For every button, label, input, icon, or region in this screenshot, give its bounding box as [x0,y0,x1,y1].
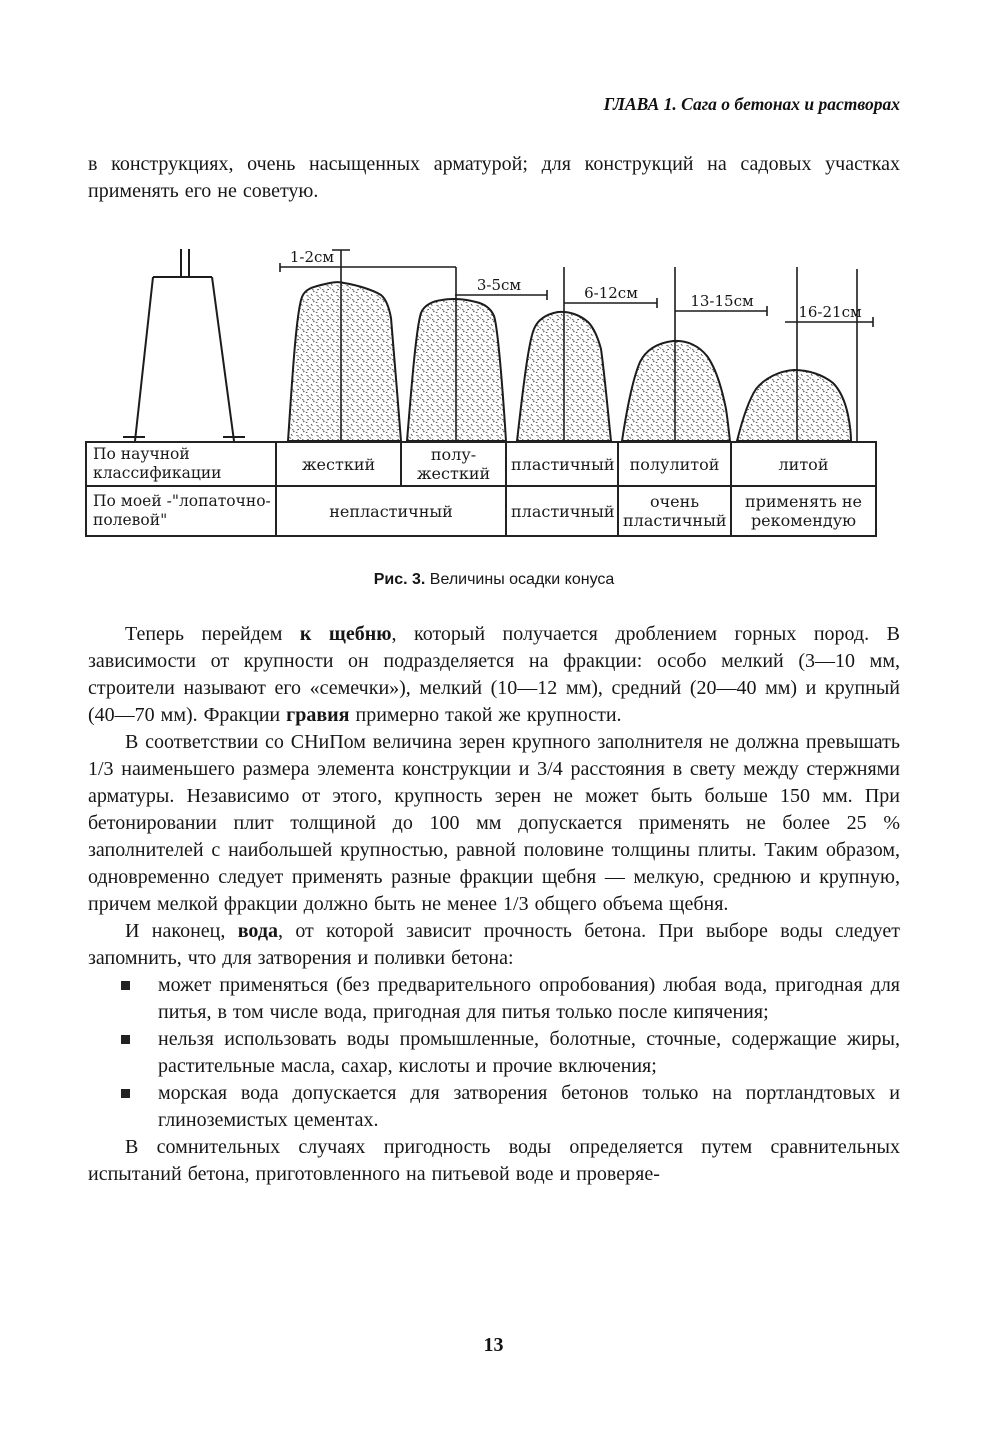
list-item-text: морская вода допускается для затворения бетонов только на портландтовых и глиноземистых цементах. [158,1082,900,1131]
list-item-text: может применяться (без предварительного опробования) любая вода, пригодная для питья, в том числе вода, пригодная для питья только после кипячения; [158,974,900,1023]
table-cell-semi-stiff: полу-жесткий [401,442,506,486]
page-number: 13 [483,1334,504,1356]
mound-stiff [288,282,401,441]
dimension-label-5: 16-21см [798,303,862,321]
dimension-label-3: 6-12см [584,284,638,302]
table-cell-semi-cast: полулитой [618,442,731,486]
mound-cast [737,370,851,441]
text-run: примерно такой же крупности. [349,704,622,726]
bullet-square-icon [121,981,130,990]
table-row1-header: По научной классификации [86,442,276,486]
concrete-mounds [288,282,851,441]
table-cell-nonplastic: непластичный [276,486,506,536]
paragraph-snip-rules: В соответствии со СНиПом величина зерен крупного заполнителя не должна превышать 1/3 наименьшего размера элемента конструкции и 3/4 расстояния в свету между стержнями арматуры. Независимо от этого, крупность зерен не может быть больше 150 мм. При бетонировании плит толщиной до 100 мм допускается применять не более 25 % заполнителей с наибольшей крупностью, равной половине толщины плиты. Таким образом, одновременно следует применять разные фракции щебня — мелкую, среднюю и крупную, причем мелкой фракции должно быть не менее 1/3 общего объема щебня. [88,731,900,915]
text-column [88,0,900,1188]
figure-caption [88,571,900,589]
slump-cones-drawing [85,243,875,441]
list-item [88,972,900,1026]
paragraph-crushed-stone [88,621,900,729]
text-run-bold-water: вода [237,920,278,942]
bullet-square-icon [121,1035,130,1044]
dimension-label-4: 13-15см [690,292,754,310]
mound-semi-cast [622,341,730,441]
table-row-scientific [86,442,876,486]
chapter-header: ГЛАВА 1. Сага о бетонах и растворах [603,94,900,114]
cone-mold-outline [123,249,245,441]
table-row-field [86,486,876,536]
text-run-bold-gravel: гравия [286,704,350,726]
text-run-bold-crushed-stone: к щебню [299,623,392,645]
text-run: Теперь перейдем [125,623,300,645]
table-cell-plastic: пластичный [506,442,618,486]
figure-caption-label: Рис. 3. [373,571,426,588]
list-item [88,1080,900,1134]
table-cell-cast: литой [731,442,876,486]
text-run: И наконец, [125,920,238,942]
table-cell-very-plastic: очень пластичный [618,486,731,536]
list-item-text: нельзя использовать воды промышленные, болотные, сточные, содержащие жиры, растительные масла, сахар, кислоты и прочие включения; [158,1028,900,1077]
text-run: , который получается дроблением горных пород. В зависимости от крупности он подразделяется на фракции: особо мелкий (3—10 мм, строители называют его «семечки»), мелкий (10—12 мм), средний (20—40 мм) и крупный (40—70 мм). Фракции [88,623,900,726]
table-cell-plastic-2: пластичный [506,486,618,536]
dimension-label-2: 3-5см [476,276,522,294]
figure-slump-cones [85,243,877,537]
paragraph-doubtful-water: В сомнительных случаях пригодность воды определяется путем сравнительных испытаний бетона, приготовленного на питьевой воде и проверяе- [88,1136,900,1185]
table-cell-not-recommended: применять не рекомендую [731,486,876,536]
list-item [88,1026,900,1080]
bullet-square-icon [121,1089,130,1098]
dimension-label-1: 1-2см [289,248,335,266]
table-row2-header: По моей -"лопаточно-полевой" [86,486,276,536]
intro-paragraph: в конструкциях, очень насыщенных арматурой; для конструкций на садовых участках применять его не советую. [88,153,900,202]
bullet-list [88,972,900,1134]
figure-caption-text: Величины осадки конуса [429,571,615,588]
paragraph-water [88,918,900,972]
body-section [88,621,900,1188]
table-cell-stiff: жесткий [276,442,401,486]
text-run: , от которой зависит прочность бетона. При выборе воды следует запомнить, что для затворения и поливки бетона: [88,920,900,969]
consistency-table [85,441,877,537]
